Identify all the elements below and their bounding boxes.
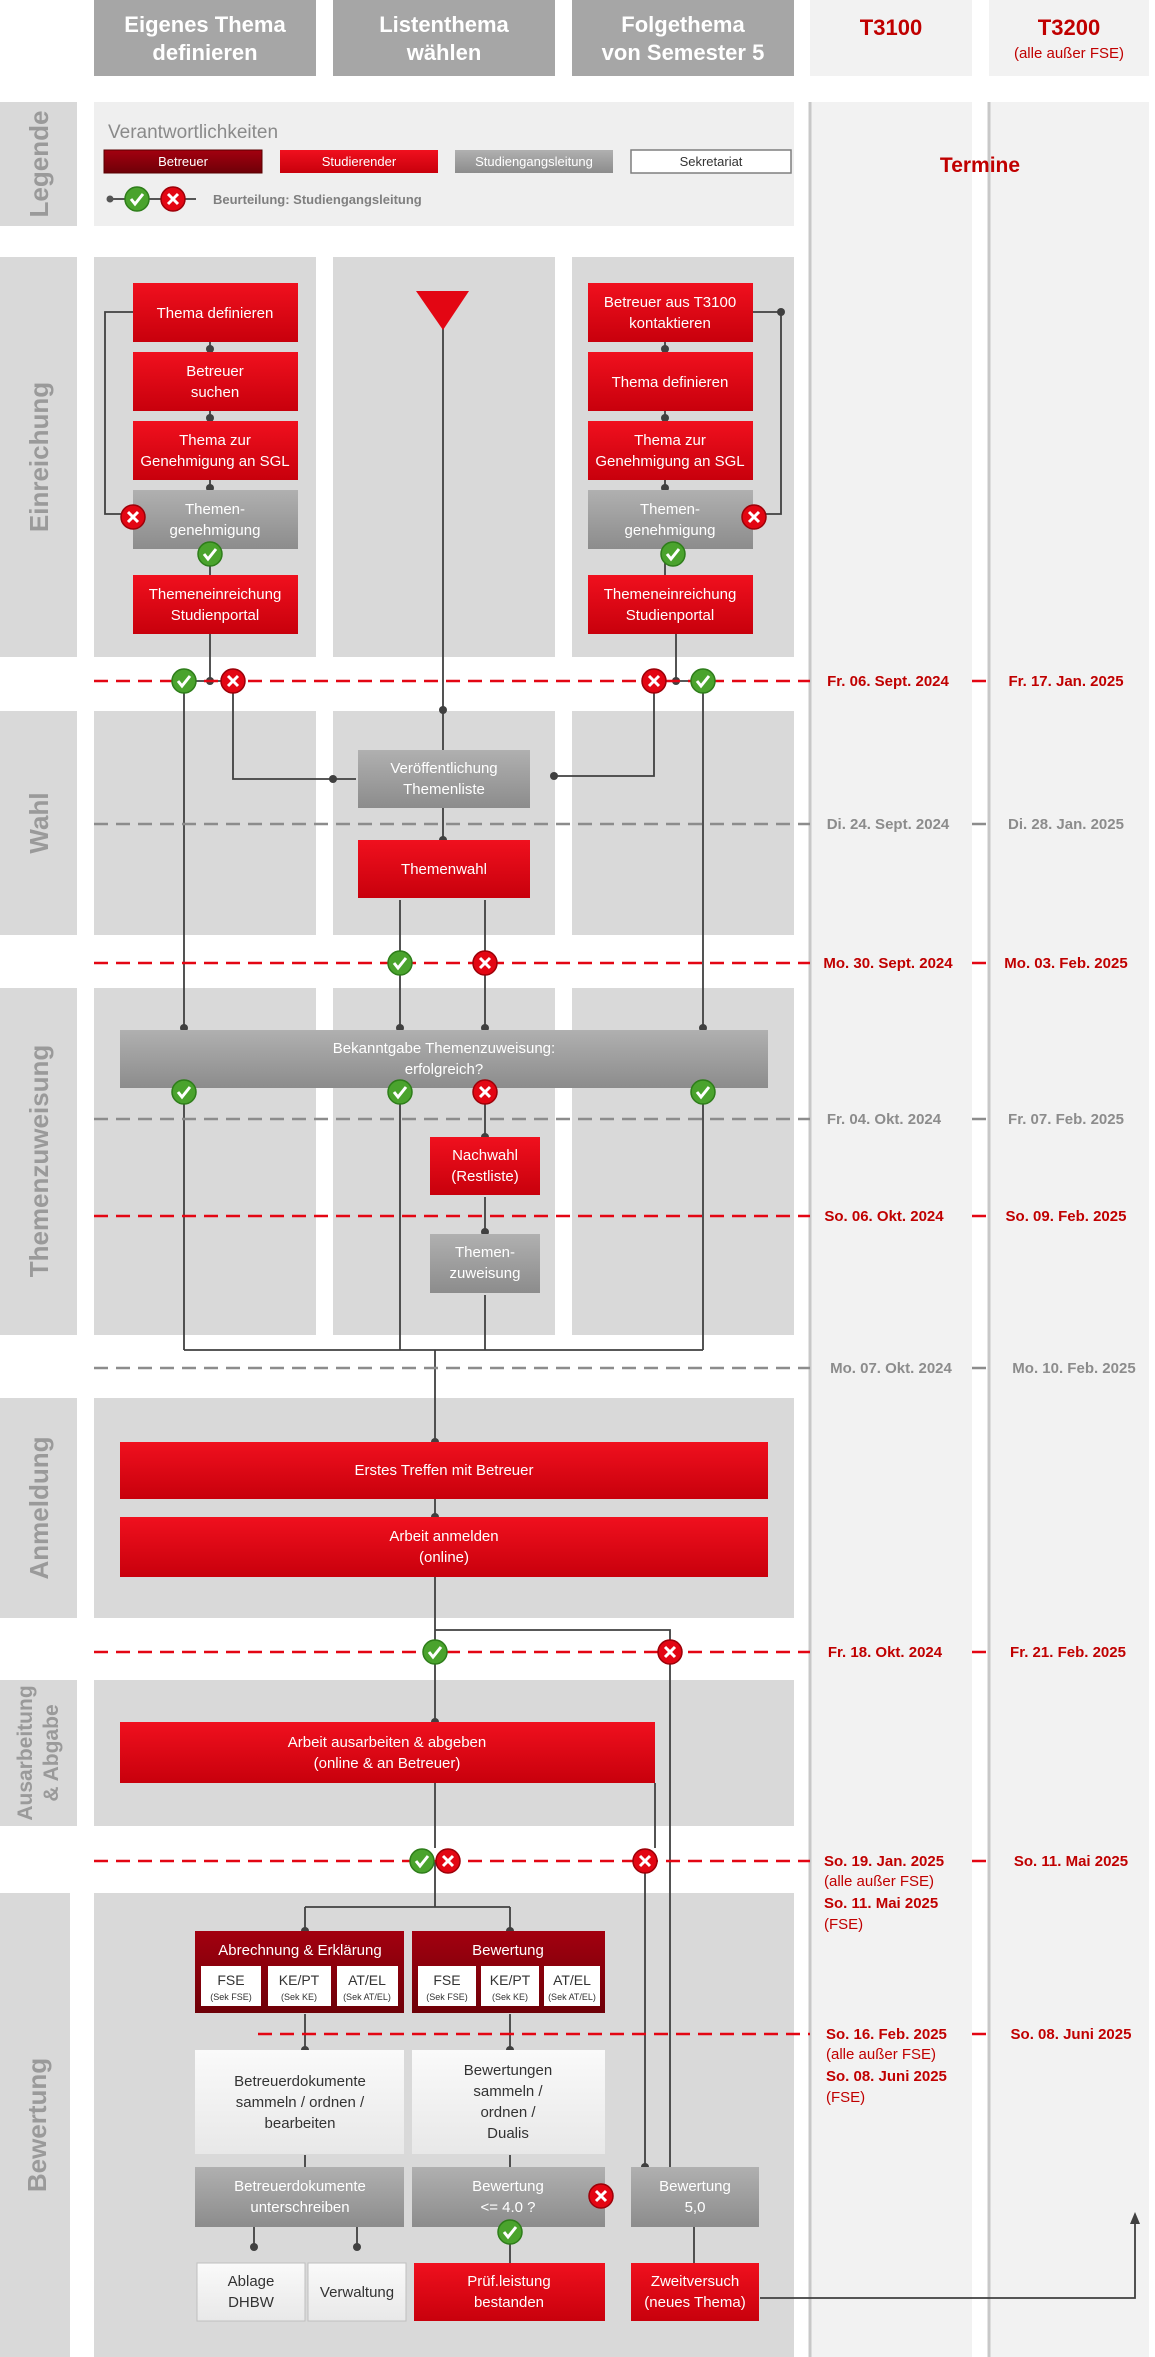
c3-themeneinreichung-1: Themeneinreichung: [603, 586, 737, 603]
bewertung-50-box: [631, 2167, 759, 2227]
bewertung-40-1: Bewertung: [472, 2178, 544, 2195]
bewertung-50-2: 5,0: [684, 2199, 706, 2216]
c3-themeneinreichung-2: Studienportal: [625, 607, 715, 624]
pruefleistung-2: bestanden: [473, 2294, 545, 2311]
pruefleistung-box: [414, 2263, 605, 2321]
sub-fse-a: FSE: [217, 1972, 245, 1988]
x-icon: [473, 1080, 497, 1104]
x-icon: [642, 669, 666, 693]
c1-genehmigung-sgl-box: [133, 421, 298, 480]
c3-genehmigung-sgl-box: [588, 421, 753, 480]
sub-atel-b: AT/EL: [553, 1972, 591, 1988]
date-2-t3200: Di. 28. Jan. 2025: [1008, 816, 1124, 833]
bewertung-40-2: <= 4.0 ?: [480, 2199, 536, 2216]
betreuerdok-unterschreiben-box: [195, 2167, 404, 2227]
c1-themeneinreichung-box: [133, 575, 298, 634]
x-icon: [121, 505, 145, 529]
check-icon: [423, 1640, 447, 1664]
c3-genehmigung-sgl-1: Thema zur: [634, 432, 706, 449]
arbeit-ausarbeiten-2: (online & an Betreuer): [313, 1755, 461, 1772]
bewertungen-sammeln-3: ordnen /: [480, 2104, 536, 2121]
legend-termine: Termine: [939, 154, 1021, 177]
x-icon: [589, 2184, 613, 2208]
legend-title: Verantwortlichkeiten: [108, 122, 279, 143]
bekanntgabe-box: [120, 1030, 768, 1088]
date-9-t3100-b: So. 08. Juni 2025: [826, 2068, 947, 2085]
c1-themengenehmigung-2: genehmigung: [169, 522, 261, 539]
c1-thema-definieren: Thema definieren: [156, 305, 274, 322]
t3100-title: T3100: [859, 15, 923, 40]
themenzuweisung-1: Themen-: [454, 1244, 516, 1261]
check-icon: [172, 669, 196, 693]
date-9-t3100-note: (alle außer FSE): [826, 2046, 937, 2063]
erstes-treffen: Erstes Treffen mit Betreuer: [354, 1462, 534, 1479]
phase-bewertung: Bewertung: [22, 2057, 52, 2193]
phase-ausarbeitung-bg: [0, 1680, 77, 1826]
c1-betreuer-suchen-1: Betreuer: [186, 363, 244, 380]
abrechnung: Abrechnung & Erklärung: [218, 1942, 382, 1959]
col1-title-1: Eigenes Thema: [124, 12, 286, 37]
col1-title-2: definieren: [152, 40, 258, 65]
date-6-t3200: Mo. 10. Feb. 2025: [1012, 1360, 1136, 1377]
bekanntgabe-2: erfolgreich?: [404, 1061, 484, 1078]
c3-betreuer-kontaktieren-1: Betreuer aus T3100: [603, 294, 737, 311]
phase-einreichung: Einreichung: [24, 381, 54, 533]
date-2-t3100: Di. 24. Sept. 2024: [826, 816, 950, 833]
nachwahl-1: Nachwahl: [452, 1147, 518, 1164]
col3-title-1: Folgethema: [621, 12, 745, 37]
bewertung-50-1: Bewertung: [659, 2178, 731, 2195]
legend-sgl: Studiengangsleitung: [475, 154, 593, 169]
themenzuweisung-2: zuweisung: [449, 1265, 521, 1282]
date-5-t3200: So. 09. Feb. 2025: [1005, 1208, 1127, 1225]
themenwahl: Themenwahl: [401, 861, 487, 878]
themenzuweisung-box: [430, 1234, 540, 1293]
arbeit-anmelden-box: [120, 1517, 768, 1577]
sub-kept-b: KE/PT: [489, 1972, 531, 1988]
t3100-strip: [810, 102, 972, 2357]
c1-betreuer-suchen-box: [133, 352, 298, 411]
bewertungen-sammeln-4: Dualis: [487, 2125, 529, 2142]
legend-sekretariat: Sekretariat: [679, 154, 743, 169]
betreuerdok-sammeln-1: Betreuerdokumente: [234, 2073, 366, 2090]
check-icon: [691, 1080, 715, 1104]
sub-atel-a: AT/EL: [348, 1972, 386, 1988]
x-icon: [473, 951, 497, 975]
ablage-2: DHBW: [228, 2294, 274, 2311]
sub-fse-b-note: (Sek FSE): [426, 1992, 468, 2002]
col2-title-2: wählen: [406, 40, 482, 65]
betreuerdok-sammeln-3: bearbeiten: [264, 2115, 336, 2132]
c1-themengenehmigung-box: [133, 490, 298, 549]
phase-themenzuweisung: Themenzuweisung: [24, 1044, 54, 1278]
nachwahl-box: [430, 1137, 540, 1195]
check-icon: [388, 951, 412, 975]
x-icon: [633, 1849, 657, 1873]
nachwahl-2: (Restliste): [451, 1168, 519, 1185]
anmeldung-panel: [94, 1398, 794, 1618]
arbeit-ausarbeiten-box: [120, 1722, 655, 1783]
bewertung-header: Bewertung: [472, 1942, 544, 1959]
phase-wahl: Wahl: [24, 792, 54, 854]
c1-themeneinreichung-2: Studienportal: [170, 607, 260, 624]
sub-atel-a-note: (Sek AT/EL): [343, 1992, 391, 2002]
c3-themengenehmigung-box: [588, 490, 753, 549]
date-4-t3200: Fr. 07. Feb. 2025: [1008, 1111, 1124, 1128]
c3-genehmigung-sgl-2: Genehmigung an SGL: [595, 453, 745, 470]
check-icon: [172, 1080, 196, 1104]
legend-beurteilung: Beurteilung: Studiengangsleitung: [213, 192, 422, 207]
bewertung-40-box: [412, 2167, 605, 2227]
date-8-t3100-b: So. 11. Mai 2025: [824, 1895, 939, 1912]
x-icon: [221, 669, 245, 693]
veroeffentlichung-1: Veröffentlichung: [390, 760, 498, 777]
date-9-t3100-b-note: (FSE): [826, 2089, 866, 2106]
verwaltung: Verwaltung: [319, 2284, 395, 2301]
x-icon: [161, 187, 185, 211]
arbeit-anmelden-1: Arbeit anmelden: [389, 1528, 499, 1545]
phase-ausarbeitung-2: & Abgabe: [40, 1704, 63, 1802]
sub-fse-a-note: (Sek FSE): [210, 1992, 252, 2002]
phase-legende: Legende: [24, 110, 54, 218]
x-icon: [436, 1849, 460, 1873]
date-3-t3100: Mo. 30. Sept. 2024: [823, 955, 953, 972]
c1-genehmigung-sgl-2: Genehmigung an SGL: [140, 453, 290, 470]
bewertungen-sammeln-2: sammeln /: [473, 2083, 543, 2100]
col2-title-1: Listenthema: [379, 12, 509, 37]
zweitversuch-2: (neues Thema): [644, 2294, 746, 2311]
sub-atel-b-note: (Sek AT/EL): [548, 1992, 596, 2002]
legend-betreuer: Betreuer: [158, 154, 208, 169]
x-icon: [742, 505, 766, 529]
date-3-t3200: Mo. 03. Feb. 2025: [1004, 955, 1128, 972]
date-8-t3100: So. 19. Jan. 2025: [824, 1853, 945, 1870]
date-8-t3100-note: (alle außer FSE): [824, 1873, 935, 1890]
date-5-t3100: So. 06. Okt. 2024: [824, 1208, 944, 1225]
date-4-t3100: Fr. 04. Okt. 2024: [826, 1111, 942, 1128]
check-icon: [125, 187, 149, 211]
check-icon: [661, 542, 685, 566]
c1-themengenehmigung-1: Themen-: [184, 501, 246, 518]
zweitversuch-box: [631, 2263, 759, 2321]
legend-studierender: Studierender: [321, 154, 397, 169]
betreuerdok-unterschreiben-2: unterschreiben: [250, 2199, 350, 2216]
check-icon: [691, 669, 715, 693]
c3-thema-definieren: Thema definieren: [611, 374, 729, 391]
col3-title-2: von Semester 5: [601, 40, 765, 65]
c3-betreuer-kontaktieren-2: kontaktieren: [629, 315, 711, 332]
check-icon: [410, 1849, 434, 1873]
c3-themengenehmigung-2: genehmigung: [624, 522, 716, 539]
arbeit-anmelden-2: (online): [418, 1549, 470, 1566]
date-8-t3200: So. 11. Mai 2025: [1013, 1853, 1129, 1870]
t3200-note: (alle außer FSE): [1013, 45, 1125, 62]
veroeffentlichung-box: [358, 750, 530, 808]
bewertungen-sammeln-1: Bewertungen: [463, 2062, 553, 2079]
c3-themeneinreichung-box: [588, 575, 753, 634]
zweitversuch-1: Zweitversuch: [650, 2273, 740, 2290]
date-1-t3100: Fr. 06. Sept. 2024: [827, 673, 949, 690]
betreuerdok-unterschreiben-1: Betreuerdokumente: [234, 2178, 366, 2195]
date-7-t3200: Fr. 21. Feb. 2025: [1010, 1644, 1126, 1661]
t3200-strip: [989, 102, 1149, 2357]
check-icon: [388, 1080, 412, 1104]
arbeit-ausarbeiten-1: Arbeit ausarbeiten & abgeben: [287, 1734, 487, 1751]
ablage-1: Ablage: [227, 2273, 275, 2290]
date-8-t3100-b-note: (FSE): [824, 1916, 864, 1933]
phase-anmeldung: Anmeldung: [24, 1436, 54, 1580]
sub-kept-a: KE/PT: [278, 1972, 320, 1988]
c3-betreuer-kontaktieren-box: [588, 283, 753, 342]
t3200-title: T3200: [1037, 15, 1101, 40]
c1-genehmigung-sgl-1: Thema zur: [179, 432, 251, 449]
check-icon: [498, 2220, 522, 2244]
c1-themeneinreichung-1: Themeneinreichung: [148, 586, 282, 603]
ablage-box: [197, 2263, 305, 2321]
date-6-t3100: Mo. 07. Okt. 2024: [830, 1360, 952, 1377]
c3-themengenehmigung-1: Themen-: [639, 501, 701, 518]
check-icon: [198, 542, 222, 566]
veroeffentlichung-2: Themenliste: [403, 781, 485, 798]
x-icon: [658, 1640, 682, 1664]
date-1-t3200: Fr. 17. Jan. 2025: [1008, 673, 1124, 690]
bekanntgabe-1: Bekanntgabe Themenzuweisung:: [332, 1040, 556, 1057]
sub-kept-a-note: (Sek KE): [280, 1992, 318, 2002]
pruefleistung-1: Prüf.leistung: [467, 2273, 551, 2290]
date-9-t3200: So. 08. Juni 2025: [1010, 2026, 1132, 2043]
sub-kept-b-note: (Sek KE): [491, 1992, 529, 2002]
date-7-t3100: Fr. 18. Okt. 2024: [827, 1644, 943, 1661]
phase-ausarbeitung-1: Ausarbeitung: [14, 1685, 37, 1821]
c1-betreuer-suchen-2: suchen: [190, 384, 240, 401]
sub-fse-b: FSE: [433, 1972, 461, 1988]
legend-dot: [107, 196, 114, 203]
date-9-t3100: So. 16. Feb. 2025: [826, 2026, 947, 2043]
betreuerdok-sammeln-2: sammeln / ordnen /: [235, 2094, 365, 2111]
